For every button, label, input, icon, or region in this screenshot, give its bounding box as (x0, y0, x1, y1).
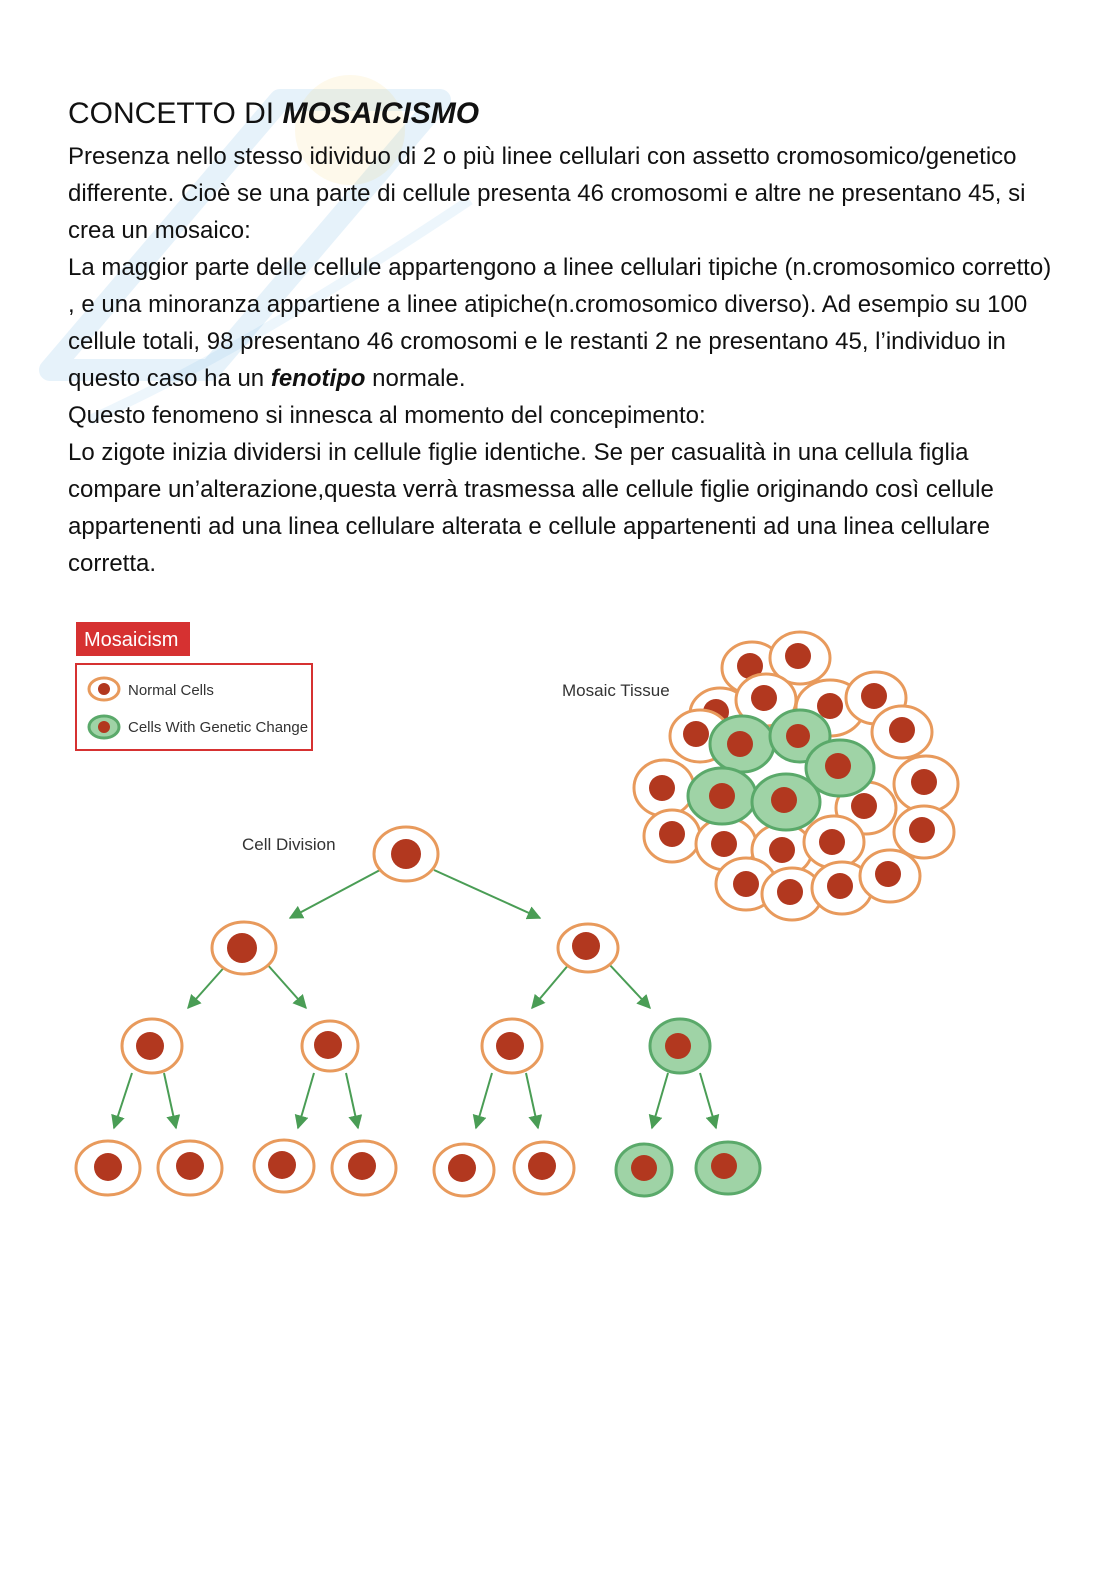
paragraph-example-end: normale. (365, 365, 466, 392)
title-prefix: CONCETTO DI (68, 97, 283, 130)
paragraph-definition: Presenza nello stesso idividuo di 2 o più linee cellulari con assetto cromosomico/genetico differente. Cioè se una parte di cellule presenta 46 cromosomi e altre ne presentano 45, si crea un mosaico: (68, 143, 1026, 244)
body-text (68, 138, 1058, 582)
cell-division-label: Cell Division (242, 835, 336, 854)
changed-cell (650, 1019, 710, 1073)
title-emphasis: MOSAICISMO (282, 97, 480, 130)
mosaic-tissue-cluster (634, 632, 958, 920)
division-arrows (114, 870, 716, 1128)
mosaic-tissue-label: Mosaic Tissue (562, 681, 670, 700)
phenotype-term: fenotipo (270, 365, 366, 392)
paragraph-zygote: Lo zigote inizia dividersi in cellule figlie identiche. Se per casualità in una cellula figlia compare un’alterazione,questa verrà trasmessa alle cellule figlie originando così cellule appartenenti ad una linea cellulare alterata e cellule appartenenti ad una linea cellulare corretta. (68, 439, 994, 577)
page-title (68, 96, 479, 132)
paragraph-trigger: Questo fenomeno si innesca al momento del concepimento: (68, 402, 706, 429)
legend-normal-cell-icon (89, 678, 119, 700)
legend-changed-label: Cells With Genetic Change (128, 719, 309, 736)
generation-3-normal-cells (76, 1140, 574, 1196)
legend-changed-cell-icon (89, 716, 119, 738)
figure-badge-label: Mosaicism (84, 629, 179, 651)
mosaicism-figure (60, 618, 980, 1218)
generation-1-cells (212, 922, 618, 974)
generation-2-cells (122, 1019, 542, 1073)
legend-normal-label: Normal Cells (128, 682, 214, 699)
zygote-cell (374, 827, 438, 881)
paragraph-example (68, 249, 1058, 397)
paragraph-example-text: La maggior parte delle cellule appartengono a linee cellulari tipiche (n.cromosomico corretto) , e una minoranza appartiene a linee atipiche(n.cromosomico diverso). Ad esempio su 100 cellule totali, 98 presentano 46 cromosomi e le restanti 2 ne presentano 45, l’individuo in questo caso ha un (68, 254, 1052, 392)
generation-3-changed-cells (616, 1142, 760, 1196)
